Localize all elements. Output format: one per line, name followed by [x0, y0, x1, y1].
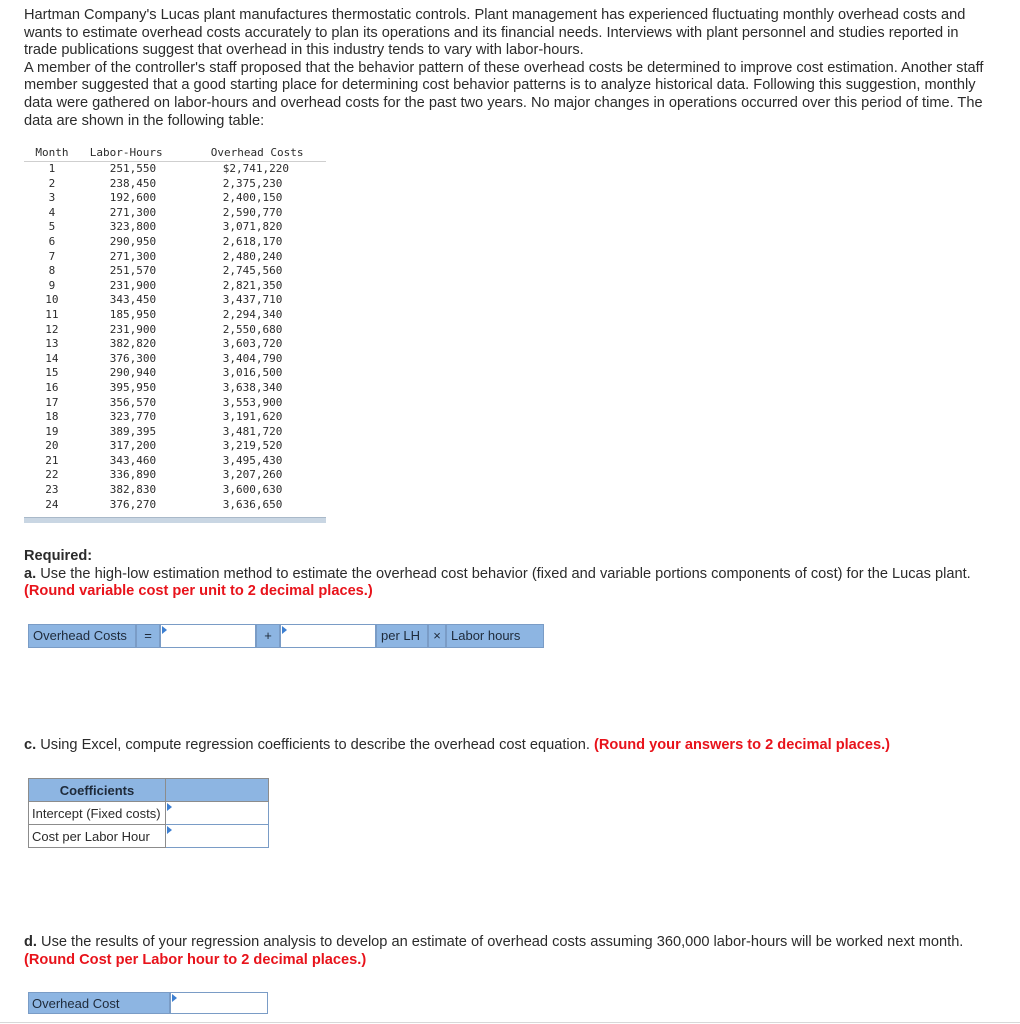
header-month: Month	[24, 146, 80, 162]
overhead-costs-cell: 2,590,770	[222, 205, 283, 219]
cost-per-labor-hour-input[interactable]	[166, 825, 269, 848]
month-cell: 19	[45, 424, 59, 438]
month-cell: 9	[48, 278, 56, 292]
labor-hours-cell: 251,570	[109, 264, 157, 278]
table-row	[24, 264, 326, 279]
table-row	[24, 454, 326, 469]
data-table	[24, 146, 326, 512]
month-cell: 2	[48, 176, 56, 190]
table-row	[24, 381, 326, 396]
month-cell: 13	[45, 337, 59, 351]
table-header-row	[24, 146, 326, 162]
month-cell: 4	[48, 205, 56, 219]
labor-hours-cell: 323,770	[109, 410, 157, 424]
plus-sign: +	[256, 624, 280, 648]
overhead-costs-cell: 2,821,350	[222, 278, 283, 292]
overhead-costs-cell: 3,495,430	[222, 453, 283, 467]
part-c-text	[24, 737, 984, 755]
month-cell: 17	[45, 395, 59, 409]
problem-intro	[24, 7, 984, 130]
labor-hours-cell: 185,950	[109, 307, 157, 321]
intercept-input[interactable]	[166, 802, 269, 825]
labor-hours-cell: 231,900	[109, 278, 157, 292]
overhead-costs-cell: 3,603,720	[222, 337, 283, 351]
table-row	[24, 483, 326, 498]
header-labor-hours: Labor-Hours	[80, 146, 205, 162]
labor-hours-label: Labor hours	[446, 624, 544, 648]
part-c-body: Using Excel, compute regression coefficients to describe the overhead cost equation.	[36, 737, 595, 753]
variable-cost-input[interactable]	[280, 624, 376, 648]
labor-hours-cell: 271,300	[109, 205, 157, 219]
table-row	[24, 162, 326, 177]
overhead-costs-cell: 3,638,340	[222, 380, 283, 394]
labor-hours-cell: 343,460	[109, 453, 157, 467]
table-row	[24, 439, 326, 454]
labor-hours-cell: 336,890	[109, 468, 157, 482]
labor-hours-cell: 382,830	[109, 483, 157, 497]
month-cell: 16	[45, 380, 59, 394]
month-cell: 15	[45, 366, 59, 380]
month-cell: 14	[45, 351, 59, 365]
labor-hours-cell: 231,900	[109, 322, 157, 336]
fixed-cost-input[interactable]	[160, 624, 256, 648]
labor-hours-cell: 323,800	[109, 220, 157, 234]
labor-hours-cell: 376,270	[109, 497, 157, 511]
part-c-note: (Round your answers to 2 decimal places.)	[594, 737, 891, 753]
times-sign: ×	[428, 624, 446, 648]
table-row	[24, 191, 326, 206]
overhead-costs-cell: 2,745,560	[222, 264, 283, 278]
month-cell: 6	[48, 234, 56, 248]
month-cell: 3	[48, 191, 56, 205]
overhead-costs-cell: 2,294,340	[222, 307, 283, 321]
month-cell: 20	[45, 439, 59, 453]
month-cell: 18	[45, 410, 59, 424]
required-heading: Required:	[24, 548, 93, 564]
overhead-costs-cell: 3,207,260	[222, 468, 283, 482]
labor-hours-cell: 395,950	[109, 380, 157, 394]
table-row	[29, 825, 269, 848]
coefficients-header-blank	[166, 779, 269, 802]
required-section	[24, 548, 984, 601]
intro-paragraph-1: Hartman Company's Lucas plant manufactures thermostatic controls. Plant management has experienced fluctuating monthly overhead costs and wants to estimate overhead costs accurately to plan its operations and its financial needs. Interviews with plant personnel and studies reported in trade publications suggest that overhead in this industry tends to vary with labor-hours.	[24, 7, 966, 59]
month-cell: 23	[45, 483, 59, 497]
equation-label: Overhead Costs	[28, 624, 136, 648]
overhead-costs-cell: $2,741,220	[222, 162, 290, 175]
overhead-costs-cell: 3,071,820	[222, 220, 283, 234]
cost-per-labor-hour-label: Cost per Labor Hour	[29, 825, 166, 848]
table-row	[29, 802, 269, 825]
overhead-costs-cell: 2,480,240	[222, 249, 283, 263]
labor-hours-cell: 290,950	[109, 234, 157, 248]
bottom-divider	[0, 1022, 1020, 1023]
intercept-label: Intercept (Fixed costs)	[29, 802, 166, 825]
month-cell: 21	[45, 453, 59, 467]
table-row	[24, 468, 326, 483]
table-row	[24, 206, 326, 221]
table-row	[24, 235, 326, 250]
part-d-text	[24, 934, 984, 969]
table-row	[24, 323, 326, 338]
header-overhead-costs: Overhead Costs	[205, 146, 326, 162]
table-footer-bar	[24, 517, 326, 523]
part-c-prefix: c.	[24, 737, 37, 753]
month-cell: 8	[48, 264, 56, 278]
month-cell: 22	[45, 468, 59, 482]
table-body	[24, 162, 326, 513]
overhead-costs-cell: 2,400,150	[222, 191, 283, 205]
table-row	[24, 308, 326, 323]
table-row	[24, 220, 326, 235]
overhead-costs-cell: 2,618,170	[222, 234, 283, 248]
labor-hours-cell: 192,600	[109, 191, 157, 205]
table-row	[24, 177, 326, 192]
high-low-equation	[28, 624, 544, 648]
labor-hours-cell: 376,300	[109, 351, 157, 365]
month-cell: 11	[45, 307, 59, 321]
labor-hours-cell: 290,940	[109, 366, 157, 380]
overhead-costs-cell: 2,550,680	[222, 322, 283, 336]
part-a-prefix: a.	[24, 565, 37, 582]
table-row	[24, 352, 326, 367]
per-lh-label: per LH	[376, 624, 428, 648]
overhead-costs-cell: 3,191,620	[222, 410, 283, 424]
overhead-costs-cell: 3,553,900	[222, 395, 283, 409]
month-cell: 7	[48, 249, 56, 263]
labor-hours-cell: 356,570	[109, 395, 157, 409]
month-cell: 1	[48, 162, 56, 175]
labor-hours-cell: 343,450	[109, 293, 157, 307]
overhead-costs-cell: 2,375,230	[222, 176, 283, 190]
part-d-prefix: d.	[24, 934, 37, 950]
overhead-costs-cell: 3,404,790	[222, 351, 283, 365]
labor-hours-cell: 389,395	[109, 424, 157, 438]
table-row	[24, 293, 326, 308]
labor-hours-cell: 317,200	[109, 439, 157, 453]
part-d-body: Use the results of your regression analysis to develop an estimate of overhead costs assuming 360,000 labor-hours will be worked next month.	[36, 934, 964, 950]
overhead-costs-cell: 3,600,630	[222, 483, 283, 497]
overhead-costs-cell: 3,636,650	[222, 497, 283, 511]
month-cell: 12	[45, 322, 59, 336]
intro-paragraph-2: A member of the controller's staff proposed that the behavior pattern of these overhead costs be determined to improve cost estimation. Another staff member suggested that a good starting place for determining cost behavior patterns is to analyze historical data. Following this suggestion, monthly data were gathered on labor-hours and overhead costs for the past two years. No major changes in operations occurred over this period of time. The data are shown in the following table:	[24, 59, 984, 129]
month-cell: 10	[45, 293, 59, 307]
overhead-costs-cell: 3,481,720	[222, 424, 283, 438]
table-row	[24, 250, 326, 265]
part-a-body: Use the high-low estimation method to estimate the overhead cost behavior (fixed and variable portions components of cost) for the Lucas plant.	[36, 565, 971, 582]
table-row	[24, 337, 326, 352]
overhead-cost-label: Overhead Cost	[28, 992, 170, 1014]
labor-hours-cell: 271,300	[109, 249, 157, 263]
month-cell: 24	[45, 497, 59, 511]
part-d-note: (Round Cost per Labor hour to 2 decimal places.)	[24, 951, 367, 968]
overhead-costs-cell: 3,219,520	[222, 439, 283, 453]
overhead-costs-cell: 3,016,500	[222, 366, 283, 380]
overhead-cost-row	[28, 992, 268, 1014]
labor-hours-cell: 382,820	[109, 337, 157, 351]
overhead-cost-input[interactable]	[170, 992, 268, 1014]
labor-hours-cell: 251,550	[109, 162, 157, 175]
equals-sign: =	[136, 624, 160, 648]
table-row	[24, 366, 326, 381]
labor-hours-cell: 238,450	[109, 176, 157, 190]
part-a-note: (Round variable cost per unit to 2 decimal places.)	[24, 583, 373, 600]
coefficients-table	[28, 778, 269, 848]
overhead-costs-cell: 3,437,710	[222, 293, 283, 307]
coefficients-header: Coefficients	[29, 779, 166, 802]
table-row	[24, 279, 326, 294]
coefficients-header-row	[29, 779, 269, 802]
table-row	[24, 425, 326, 440]
part-a-text	[24, 566, 984, 601]
month-cell: 5	[48, 220, 56, 234]
table-row	[24, 410, 326, 425]
table-row	[24, 498, 326, 513]
table-row	[24, 396, 326, 411]
